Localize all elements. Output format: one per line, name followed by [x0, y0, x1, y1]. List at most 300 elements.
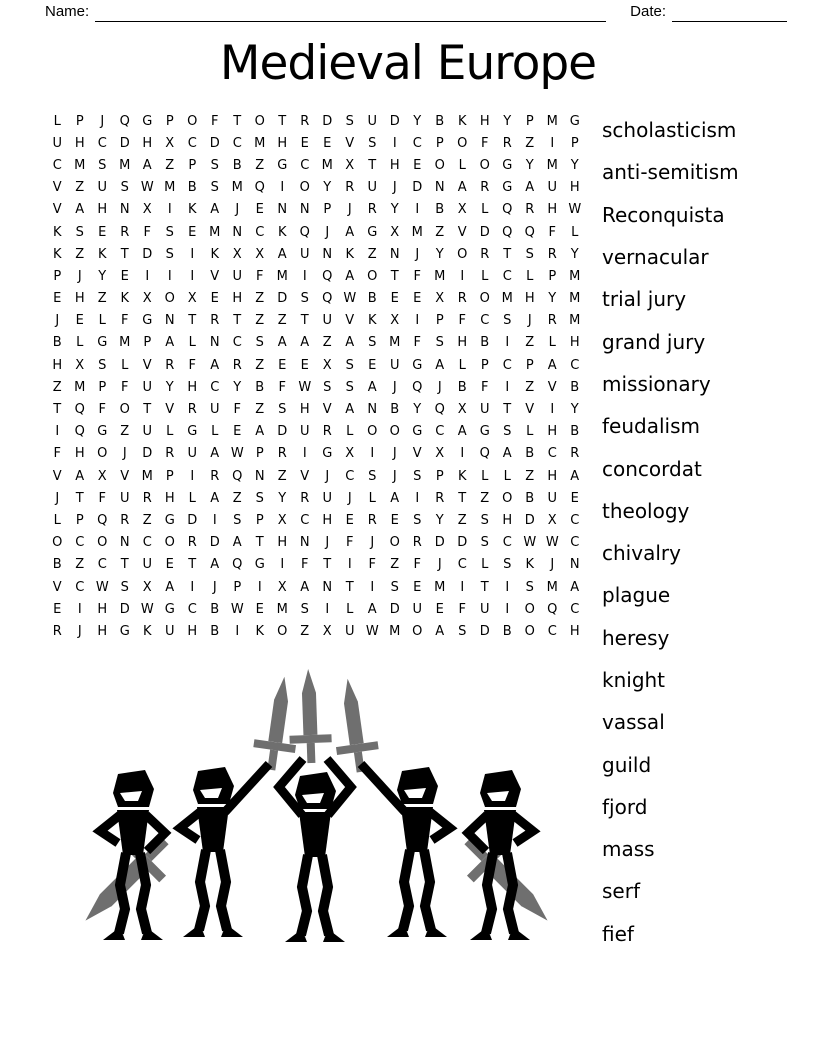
grid-letter: H [569, 335, 580, 351]
grid-letter: P [98, 379, 107, 395]
grid-letter: E [390, 291, 399, 307]
grid-letter: R [165, 357, 175, 373]
grid-letter: N [389, 246, 400, 262]
grid-letter: A [142, 157, 152, 173]
grid-letter: B [435, 202, 445, 218]
grid-letter: A [570, 579, 580, 595]
grid-letter: E [75, 313, 84, 329]
grid-letter: N [209, 335, 220, 351]
grid-letter: M [569, 313, 581, 329]
grid-letter: K [52, 246, 62, 262]
grid-letter: X [345, 446, 355, 462]
grid-letter: U [389, 357, 400, 373]
grid-letter: S [503, 424, 512, 440]
grid-letter: U [52, 135, 62, 151]
grid-letter: L [76, 335, 84, 351]
grid-letter: O [479, 157, 490, 173]
grid-letter: S [165, 246, 174, 262]
grid-letter: H [479, 113, 490, 129]
grid-letter: H [187, 379, 198, 395]
grid-letter: Z [367, 246, 377, 262]
grid-letter: N [164, 313, 175, 329]
grid-letter: X [142, 202, 152, 218]
grid-letter: M [501, 291, 513, 307]
grid-letter: X [322, 357, 332, 373]
grid-letter: G [164, 512, 175, 528]
word-list-item: grand jury [602, 329, 706, 354]
grid-letter: R [435, 490, 445, 506]
grid-letter: L [526, 424, 534, 440]
grid-letter: B [435, 113, 445, 129]
grid-letter: N [299, 535, 310, 551]
grid-letter: Z [75, 246, 85, 262]
grid-letter: J [100, 113, 105, 129]
grid-letter: Z [255, 313, 265, 329]
grid-letter: D [412, 180, 423, 196]
grid-letter: B [210, 623, 220, 639]
grid-letter: H [569, 180, 580, 196]
grid-letter: G [277, 157, 288, 173]
word-list-item: concordat [602, 456, 702, 481]
grid-letter: S [525, 579, 534, 595]
grid-letter: L [526, 268, 534, 284]
grid-letter: M [389, 623, 401, 639]
grid-letter: C [142, 535, 152, 551]
grid-letter: P [435, 468, 444, 484]
grid-letter: E [435, 601, 444, 617]
grid-letter: J [437, 557, 442, 573]
grid-letter: I [190, 268, 195, 284]
grid-letter: K [97, 246, 107, 262]
grid-letter: S [503, 557, 512, 573]
grid-letter: I [190, 246, 195, 262]
grid-letter: K [210, 246, 220, 262]
grid-letter: H [322, 512, 333, 528]
grid-letter: X [142, 579, 152, 595]
grid-letter: B [255, 379, 265, 395]
grid-letter: A [210, 490, 220, 506]
grid-letter: C [435, 424, 445, 440]
grid-letter: H [74, 446, 85, 462]
grid-letter: G [322, 446, 333, 462]
grid-letter: U [142, 379, 152, 395]
grid-letter: S [323, 379, 332, 395]
grid-letter: N [277, 202, 288, 218]
grid-letter: N [254, 468, 265, 484]
grid-letter: S [525, 246, 534, 262]
grid-letter: H [97, 202, 108, 218]
grid-letter: R [547, 246, 557, 262]
grid-letter: R [165, 446, 175, 462]
grid-letter: G [97, 335, 108, 351]
grid-letter: J [415, 246, 420, 262]
grid-letter: A [345, 335, 355, 351]
grid-letter: P [570, 135, 579, 151]
word-list-item: vernacular [602, 245, 709, 270]
grid-letter: X [457, 402, 467, 418]
grid-letter: Z [120, 424, 130, 440]
grid-letter: O [434, 157, 445, 173]
grid-letter: I [415, 490, 420, 506]
grid-letter: D [389, 113, 400, 129]
grid-letter: X [142, 291, 152, 307]
grid-letter: M [209, 224, 221, 240]
grid-letter: L [548, 335, 556, 351]
grid-letter: H [187, 623, 198, 639]
grid-letter: O [187, 113, 198, 129]
grid-letter: W [365, 623, 379, 639]
grid-letter: D [277, 424, 288, 440]
grid-letter: R [277, 446, 287, 462]
word-list-item: Reconquista [602, 202, 725, 227]
grid-letter: E [120, 268, 129, 284]
grid-letter: U [232, 268, 242, 284]
grid-letter: X [345, 157, 355, 173]
grid-letter: R [367, 512, 377, 528]
grid-letter: I [190, 579, 195, 595]
grid-letter: D [389, 601, 400, 617]
grid-letter: I [392, 135, 397, 151]
grid-letter: C [457, 557, 467, 573]
grid-letter: G [569, 113, 580, 129]
grid-letter: L [98, 313, 106, 329]
grid-letter: U [547, 180, 557, 196]
grid-letter: T [120, 246, 129, 262]
grid-letter: M [276, 601, 288, 617]
grid-letter: E [570, 490, 579, 506]
grid-letter: A [75, 468, 85, 484]
grid-letter: S [345, 113, 354, 129]
grid-letter: O [479, 291, 490, 307]
grid-letter: A [457, 424, 467, 440]
grid-letter: I [415, 202, 420, 218]
grid-letter: I [235, 623, 240, 639]
grid-letter: O [389, 424, 400, 440]
grid-letter: I [302, 446, 307, 462]
grid-letter: X [277, 512, 287, 528]
grid-letter: C [187, 601, 197, 617]
grid-letter: B [570, 424, 580, 440]
grid-letter: T [458, 490, 467, 506]
knight-figure [327, 676, 450, 937]
grid-letter: H [277, 135, 288, 151]
grid-letter: Y [278, 490, 287, 506]
grid-letter: H [74, 291, 85, 307]
grid-letter: U [322, 313, 332, 329]
grid-letter: M [569, 291, 581, 307]
grid-letter: J [55, 490, 60, 506]
puzzle-title: Medieval Europe [219, 36, 597, 91]
grid-letter: P [525, 357, 534, 373]
grid-letter: E [210, 291, 219, 307]
grid-letter: L [481, 202, 489, 218]
grid-letter: S [98, 357, 107, 373]
word-list-item: fief [602, 921, 634, 946]
grid-letter: F [368, 557, 376, 573]
grid-letter: P [435, 135, 444, 151]
grid-letter: P [165, 468, 174, 484]
grid-letter: Q [232, 557, 243, 573]
grid-letter: F [458, 601, 466, 617]
grid-letter: E [300, 135, 309, 151]
grid-letter: D [142, 446, 153, 462]
grid-letter: F [278, 379, 286, 395]
grid-letter: S [413, 468, 422, 484]
grid-letter: E [413, 579, 422, 595]
grid-letter: E [413, 291, 422, 307]
grid-letter: F [121, 379, 129, 395]
grid-letter: C [300, 157, 310, 173]
grid-letter: K [367, 313, 377, 329]
grid-letter: W [298, 379, 312, 395]
grid-letter: L [188, 490, 196, 506]
grid-letter: Z [525, 379, 535, 395]
grid-letter: B [570, 379, 580, 395]
grid-letter: U [97, 180, 107, 196]
grid-letter: Z [75, 557, 85, 573]
grid-letter: A [435, 357, 445, 373]
grid-letter: U [479, 601, 490, 617]
grid-letter: B [210, 601, 220, 617]
grid-letter: M [569, 268, 581, 284]
grid-letter: R [322, 424, 332, 440]
grid-letter: J [122, 446, 127, 462]
grid-letter: O [164, 535, 175, 551]
grid-letter: F [301, 557, 309, 573]
grid-letter: J [437, 379, 442, 395]
grid-letter: C [97, 135, 107, 151]
grid-letter: F [98, 490, 106, 506]
word-list-item: trial jury [602, 287, 687, 312]
grid-letter: N [322, 579, 333, 595]
grid-letter: V [165, 402, 175, 418]
grid-letter: I [505, 335, 510, 351]
grid-letter: O [367, 268, 378, 284]
grid-letter: H [52, 357, 63, 373]
grid-letter: V [322, 402, 332, 418]
grid-letter: J [212, 579, 217, 595]
grid-letter: Q [74, 402, 85, 418]
grid-letter: F [256, 268, 264, 284]
grid-letter: J [392, 446, 397, 462]
grid-letter: U [367, 180, 377, 196]
grid-letter: M [119, 157, 131, 173]
grid-letter: F [481, 135, 489, 151]
grid-letter: K [142, 623, 152, 639]
grid-letter: U [367, 113, 377, 129]
grid-letter: R [187, 402, 197, 418]
grid-letter: K [52, 224, 62, 240]
grid-letter: A [210, 446, 220, 462]
grid-letter: O [389, 535, 400, 551]
grid-letter: H [164, 490, 175, 506]
grid-letter: O [97, 535, 108, 551]
grid-letter: J [325, 224, 330, 240]
grid-letter: H [277, 535, 288, 551]
grid-letter: U [547, 490, 557, 506]
grid-letter: Z [165, 157, 175, 173]
grid-letter: H [142, 135, 153, 151]
grid-letter: S [458, 623, 467, 639]
grid-letter: X [187, 291, 197, 307]
grid-letter: Q [479, 446, 490, 462]
header [45, 2, 787, 22]
grid-letter: M [141, 468, 153, 484]
grid-letter: O [457, 135, 468, 151]
grid-letter: T [390, 268, 399, 284]
grid-letter: Q [502, 224, 513, 240]
grid-letter: S [480, 512, 489, 528]
grid-letter: H [74, 135, 85, 151]
grid-letter: J [392, 180, 397, 196]
grid-letter: W [230, 446, 244, 462]
grid-letter: M [74, 157, 86, 173]
word-list-item: fjord [602, 794, 648, 819]
grid-letter: S [368, 135, 377, 151]
grid-letter: U [299, 424, 310, 440]
grid-letter: R [232, 357, 242, 373]
grid-letter: Z [97, 291, 107, 307]
grid-letter: S [210, 180, 219, 196]
grid-letter: S [255, 335, 264, 351]
grid-letter: M [411, 224, 423, 240]
grid-letter: C [300, 512, 310, 528]
word-list-item: anti-semitism [602, 160, 739, 185]
grid-letter: E [300, 357, 309, 373]
grid-letter: L [211, 424, 219, 440]
grid-letter: T [143, 402, 152, 418]
grid-letter: B [525, 490, 535, 506]
grid-letter: L [458, 357, 466, 373]
grid-letter: G [254, 557, 265, 573]
grid-letter: R [502, 135, 512, 151]
grid-letter: J [325, 468, 330, 484]
grid-letter: D [457, 535, 468, 551]
grid-letter: B [525, 446, 535, 462]
grid-letter: C [570, 601, 580, 617]
grid-letter: D [209, 535, 220, 551]
grid-letter: D [142, 246, 153, 262]
grid-letter: S [413, 512, 422, 528]
grid-letter: F [121, 313, 129, 329]
grid-letter: H [502, 512, 513, 528]
grid-letter: V [345, 135, 355, 151]
grid-letter: E [278, 357, 287, 373]
grid-letter: X [277, 579, 287, 595]
grid-letter: E [413, 157, 422, 173]
grid-letter: I [212, 512, 217, 528]
grid-letter: R [525, 202, 535, 218]
grid-letter: L [188, 335, 196, 351]
grid-letter: R [210, 313, 220, 329]
grid-letter: J [370, 535, 375, 551]
grid-letter: E [188, 224, 197, 240]
grid-letter: S [233, 512, 242, 528]
grid-letter: U [142, 424, 152, 440]
grid-letter: J [77, 623, 82, 639]
grid-letter: Y [570, 157, 579, 173]
grid-letter: M [254, 135, 266, 151]
grid-letter: S [98, 157, 107, 173]
grid-letter: I [167, 202, 172, 218]
grid-letter: Z [255, 291, 265, 307]
grid-letter: R [120, 224, 130, 240]
grid-letter: X [457, 202, 467, 218]
grid-letter: S [300, 601, 309, 617]
grid-letter: J [235, 202, 240, 218]
grid-letter: Q [74, 424, 85, 440]
grid-letter: Z [390, 557, 400, 573]
word-list-item: missionary [602, 371, 711, 396]
grid-letter: I [505, 601, 510, 617]
grid-letter: T [323, 557, 332, 573]
grid-letter: Q [299, 224, 310, 240]
grid-letter: G [97, 424, 108, 440]
grid-letter: V [120, 468, 130, 484]
grid-letter: C [232, 335, 242, 351]
grid-letter: F [458, 313, 466, 329]
grid-letter: S [390, 579, 399, 595]
grid-letter: C [570, 512, 580, 528]
grid-letter: C [210, 379, 220, 395]
grid-letter: Q [322, 291, 333, 307]
grid-letter: Z [277, 313, 287, 329]
grid-letter: I [505, 579, 510, 595]
grid-letter: O [524, 601, 535, 617]
knight-figure [68, 770, 183, 940]
grid-letter: Y [570, 246, 579, 262]
grid-letter: C [502, 357, 512, 373]
grid-letter: K [525, 557, 535, 573]
grid-letter: D [119, 601, 130, 617]
grid-letter: V [300, 468, 310, 484]
grid-letter: O [412, 623, 423, 639]
grid-letter: M [434, 579, 446, 595]
grid-letter: H [299, 402, 310, 418]
grid-letter: A [547, 357, 557, 373]
grid-letter: N [119, 535, 130, 551]
grid-letter: T [300, 313, 309, 329]
grid-letter: C [570, 535, 580, 551]
grid-letter: E [53, 601, 62, 617]
grid-letter: M [276, 268, 288, 284]
grid-letter: D [434, 535, 445, 551]
grid-letter: C [480, 313, 490, 329]
grid-letter: N [322, 246, 333, 262]
grid-letter: L [53, 113, 61, 129]
grid-letter: E [345, 512, 354, 528]
grid-letter: L [503, 468, 511, 484]
grid-letter: I [257, 579, 262, 595]
grid-letter: A [367, 601, 377, 617]
grid-letter: X [435, 291, 445, 307]
grid-letter: N [232, 224, 243, 240]
grid-letter: M [74, 379, 86, 395]
grid-letter: W [95, 579, 109, 595]
grid-letter: D [119, 135, 130, 151]
grid-letter: D [277, 291, 288, 307]
grid-letter: Z [525, 335, 535, 351]
grid-letter: G [502, 157, 513, 173]
grid-letter: S [345, 379, 354, 395]
grid-letter: A [390, 490, 400, 506]
grid-letter: V [52, 202, 62, 218]
grid-letter: X [547, 512, 557, 528]
knight-figure [279, 668, 351, 942]
grid-letter: Y [570, 402, 579, 418]
grid-letter: I [550, 135, 555, 151]
grid-letter: G [164, 601, 175, 617]
